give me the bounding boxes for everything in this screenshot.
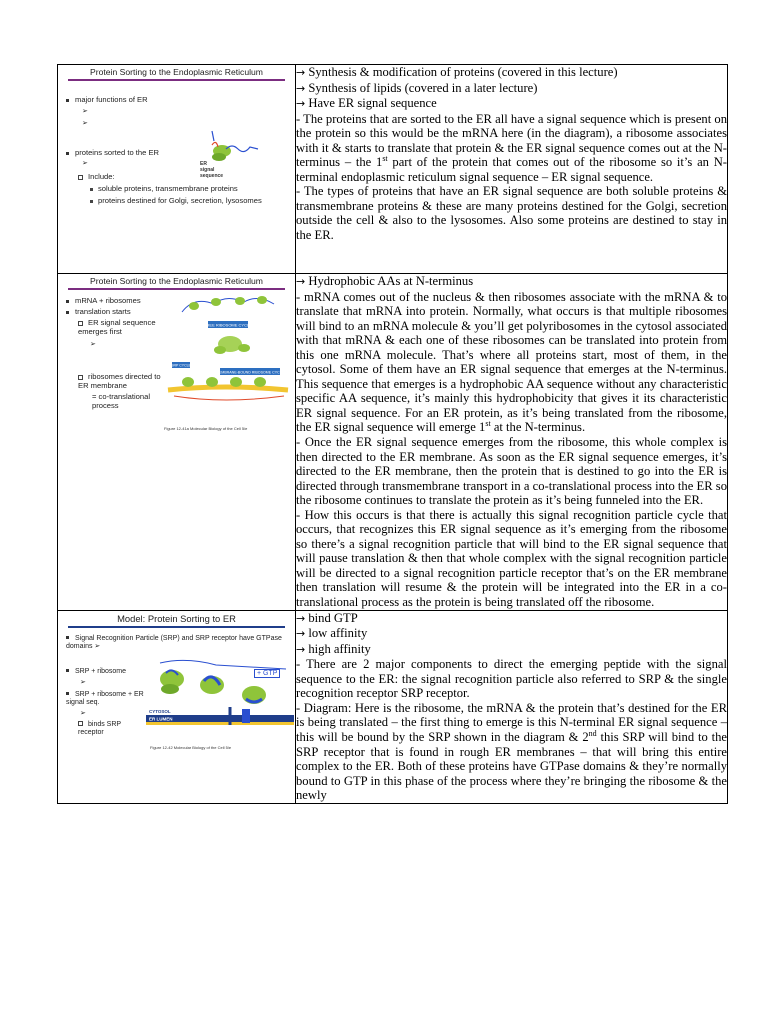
signal-arrow — [212, 131, 214, 141]
notes-row-1 — [58, 65, 728, 274]
slide-thumbnail-1 — [58, 65, 295, 273]
notes-paragraph: - Diagram: Here is the ribosome, the mRNA & the protein that’s destined for the ER is being translated – the first thing to emerge is this N-terminal ER signal sequence – this will be bound by the SRP shown in the diagram & 2nd this SRP will bind to the SRP receptor that is found in rough ER membranes – that will bring this entire complex to the ER. Both of these proteins have GTPase domains & they’re normally bound to GTP in this phase of the process where they’re bringing the ribosome & the newly — [296, 700, 727, 803]
nascent-polypeptide — [174, 396, 284, 400]
er-signal-label: ER signal sequence — [200, 161, 224, 179]
slide-sub-bullet: ribosomes directed to ER membrane — [78, 372, 161, 390]
arrow-bullet-icon: ➢ — [82, 108, 88, 115]
ribosome-shape — [230, 377, 242, 387]
figure-caption: Figure 12-42 Molecular Biology of the Cell 5/e — [150, 744, 232, 750]
notes-text-1 — [296, 65, 727, 243]
ribosome-cycle-diagram — [164, 288, 292, 416]
slide-subsub-text: = co-translational process — [92, 392, 151, 410]
arrow-bullet-icon: ➢ — [90, 341, 96, 348]
notes-paragraph: - The proteins that are sorted to the ER all have a signal sequence which is present on the protein so this would be the mRNA here (in the diagram), a ribosome associates with it & starts to translate that protein & the ER signal sequence comes out at the N-terminus – the 1st part of the protein that comes out of the ribosome so it’s an N-terminal endoplasmic reticulum signal sequence – ER signal sequence. — [296, 111, 727, 184]
ribosome-subunit-shape — [214, 346, 226, 354]
bullet-hollow-icon — [78, 375, 83, 380]
arrow-icon: → — [296, 611, 306, 625]
notes-paragraph: → Synthesis of lipids (covered in a later lecture) — [296, 80, 538, 95]
notes-paragraph: → Hydrophobic AAs at N-terminus — [296, 274, 474, 288]
notes-text-cell-3 — [296, 610, 728, 803]
notes-page — [57, 64, 728, 804]
arrow-icon: → — [296, 81, 306, 95]
notes-paragraph: → Have ER signal sequence — [296, 96, 437, 111]
slide-cell-2 — [58, 274, 296, 611]
notes-row-2 — [58, 274, 728, 611]
ribosome-subunit-shape — [212, 153, 226, 161]
bullet-hollow-icon — [78, 175, 83, 180]
slide-subsub-bullet: proteins destined for Golgi, secretion, lysosomes — [90, 196, 262, 205]
ribosome-shape — [257, 296, 267, 304]
slide-sub-bullet: ER signal sequence emerges first — [78, 318, 156, 336]
arrow-bullet-icon: ➢ — [94, 643, 101, 651]
slide-bullet: SRP + ribosome + ER signal seq. — [66, 690, 144, 707]
notes-text-2 — [296, 274, 727, 610]
arrow-bullet-icon: ➢ — [80, 709, 86, 717]
ribosome-shape — [182, 377, 194, 387]
arrow-icon: → — [296, 97, 306, 111]
notes-paragraph: → bind GTP — [296, 610, 358, 625]
slide-title: Protein Sorting to the Endoplasmic Reticulum — [90, 276, 263, 286]
ribosome-subunit-shape — [238, 344, 250, 352]
ribosome-shape — [200, 676, 224, 694]
bullet-hollow-icon — [78, 721, 83, 726]
bullet-square-icon — [66, 311, 69, 314]
slide-bullet: SRP + ribosome — [66, 667, 126, 676]
arrow-bullet-icon: ➢ — [80, 678, 86, 686]
er-membrane-edge — [146, 722, 294, 725]
arrow-bullet-icon: ➢ — [82, 120, 88, 127]
title-rule — [68, 626, 285, 628]
slide-bullet: mRNA + ribosomes — [66, 296, 141, 305]
slide-cell-3 — [58, 610, 296, 803]
title-rule — [68, 79, 285, 81]
cytosol-label: CYTOSOL — [149, 708, 171, 714]
bullet-square-icon — [66, 300, 69, 303]
slide-cell-1 — [58, 65, 296, 274]
notes-table — [57, 64, 728, 804]
bullet-square-icon — [66, 152, 69, 155]
bullet-small-icon — [90, 200, 93, 203]
notes-text-cell-2 — [296, 274, 728, 611]
notes-row-3 — [58, 610, 728, 803]
bullet-square-icon — [66, 636, 69, 639]
ribosome-subunit-shape — [161, 684, 179, 694]
ribosome-shape — [235, 297, 245, 305]
notes-text-3 — [296, 611, 727, 803]
notes-paragraph: - Once the ER signal sequence emerges from the ribosome, this whole complex is then directed to the ER membrane. As soon as the ER signal sequence emerges, it’s directed to the ER membrane, then the protein that is destined to go into the ER is directed through transmembrane transport in a co-translational process into the ER so the ribosome continues to translate the protein as it’s being funneled into the ER. — [296, 435, 727, 508]
arrow-icon: → — [296, 642, 306, 656]
slide-bullet: major functions of ER — [66, 95, 148, 104]
slide-thumbnail-3 — [58, 611, 295, 755]
slide-bullet: proteins sorted to the ER — [66, 148, 159, 157]
figure-caption: Figure 12-41a Molecular Biology of the Cell 5/e — [164, 426, 248, 431]
notes-text-cell-1 — [296, 65, 728, 274]
membrane-bound-cycle-label: MEMBRANE-BOUND RIBOSOME CYCLE — [215, 370, 285, 375]
notes-paragraph: - mRNA comes out of the nucleus & then ribosomes associate with the mRNA & to translate that mRNA into protein. Normally, what occurs is that multiple ribosomes will bind to an mRNA molecule & you’ll get polyribosomes in the cytosol associated with that mRNA & each one of these ribosomes can be translated into protein from this one mRNA molecule. That’s where all proteins start, most of them, in the cytosol. Some of them have an ER signal sequence that emerges at the N-terminus. This sequence that emerges is a hydrophobic AA sequence without any characteristic specific AA sequence, it’s mainly this hydrophobicity that gives it its characteristic ER signal sequence. For an ER protein, as it’s being translated from the ribosome, the ER signal sequence will emerge 1st at the N-terminus. — [296, 289, 727, 435]
notes-paragraph: - There are 2 major components to direct the emerging peptide with the signal sequence to the ER: the signal recognition particle also referred to SRP & the single recognition receptor SRP receptor. — [296, 657, 727, 701]
arrow-bullet-icon: ➢ — [82, 160, 88, 167]
bullet-square-icon — [66, 99, 69, 102]
free-ribosome-cycle-label: FREE RIBOSOME CYCLE — [204, 322, 252, 328]
mrna-strand — [160, 660, 286, 669]
bullet-hollow-icon — [78, 321, 83, 326]
er-membrane — [168, 387, 288, 390]
slide-thumbnail-2 — [58, 274, 295, 448]
slide-title: Model: Protein Sorting to ER — [117, 612, 236, 624]
slide-bullet: translation starts — [66, 307, 131, 316]
notes-paragraph: → low affinity — [296, 626, 368, 641]
srp-cycle-label: SRP CYCLE — [171, 363, 191, 368]
notes-paragraph: - The types of proteins that have an ER signal sequence are both soluble proteins & transmembrane proteins & these are many proteins destined for the Golgi, secretion outside the cell & also to the lysosomes. Also some proteins are destined to stay in the ER. — [296, 184, 727, 243]
arrow-icon: → — [296, 66, 306, 79]
gtp-badge: + GTP — [254, 669, 280, 678]
notes-paragraph: → high affinity — [296, 641, 371, 656]
ribosome-shape — [206, 377, 218, 387]
slide-subsub-bullet: soluble proteins, transmembrane proteins — [90, 184, 238, 193]
slide-sub-bullet: Include: — [78, 172, 115, 181]
ribosome-shape — [211, 298, 221, 306]
slide-sub-bullet: binds SRP receptor — [78, 720, 121, 737]
bullet-small-icon — [90, 188, 93, 191]
notes-paragraph: - How this occurs is that there is actually this signal recognition particle cycle that occurs, that recognizes this ER signal sequence as it’s emerging from the ribosome so there’s a signal recognition particle that will bind to the ER signal sequence that will pause translation & then that whole complex with the signal recognition particle will be directed to a signal recognition particle receptor that’s on the ER membrane then translation will resume & the protein will be integrated into the ER in a co-translational process as the protein is being translated off the ribosome. — [296, 507, 727, 610]
slide-title: Protein Sorting to the Endoplasmic Reticulum — [90, 67, 263, 77]
slide-bullet: Signal Recognition Particle (SRP) and SRP receptor have GTPase domains ➢ — [66, 634, 282, 651]
bullet-square-icon — [66, 692, 69, 695]
bullet-square-icon — [66, 669, 69, 672]
er-lumen-label: ER LUMEN — [149, 716, 173, 722]
ribosome-shape — [189, 302, 199, 310]
srp-receptor — [242, 709, 250, 723]
ribosome-shape — [254, 377, 266, 387]
arrow-icon: → — [296, 627, 306, 641]
arrow-icon: → — [296, 275, 306, 288]
notes-paragraph: → Synthesis & modification of proteins (covered in this lecture) — [296, 65, 618, 79]
